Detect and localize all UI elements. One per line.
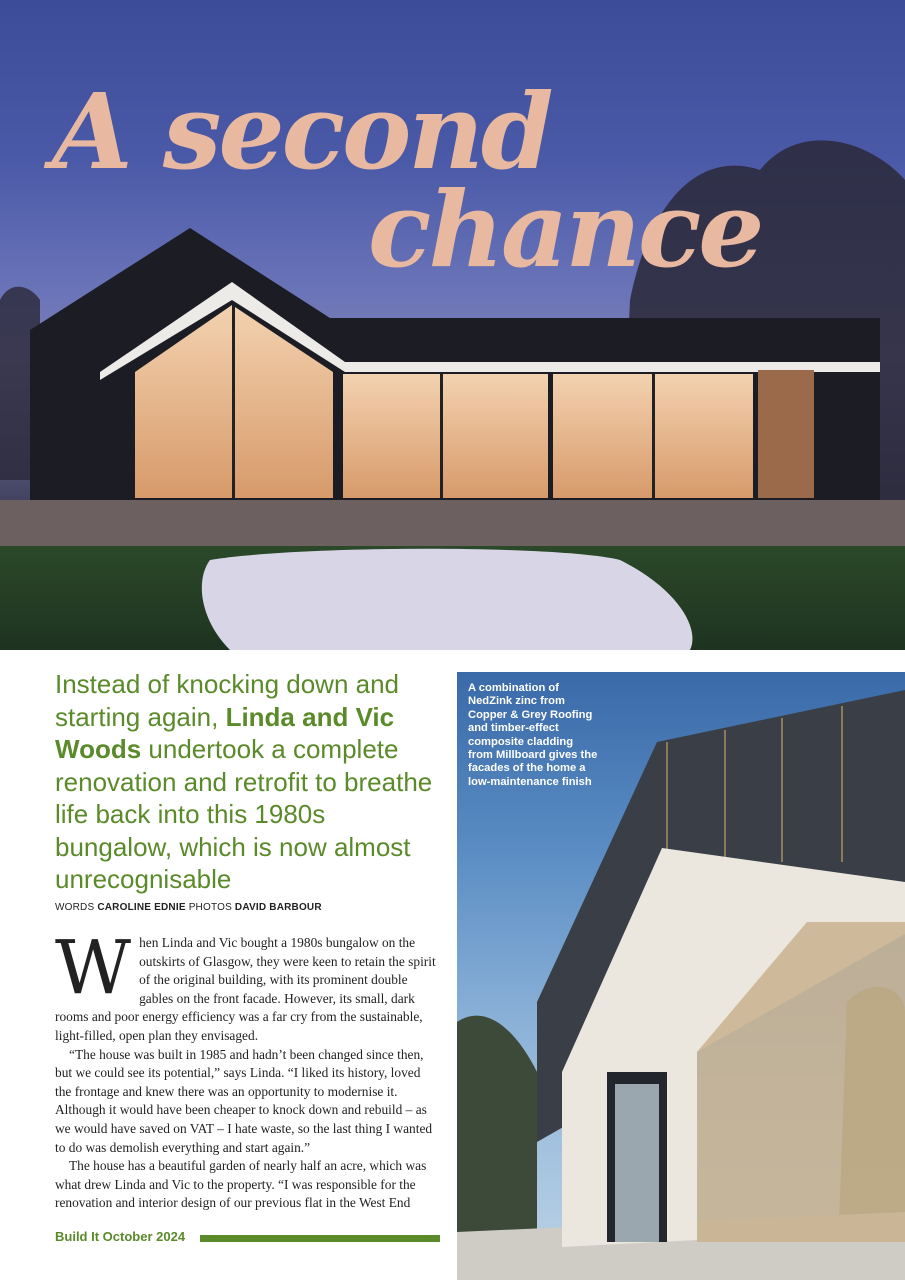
page-footer — [55, 1229, 185, 1244]
standfirst-names: Linda and Vic Woods — [55, 701, 395, 764]
footer-rule — [200, 1235, 440, 1242]
paragraph-1 — [55, 925, 440, 1046]
issue-date: October 2024 — [102, 1229, 186, 1244]
paragraph-1-text: hen Linda and Vic bought a 1980s bungalow on the outskirts of Glasgow, they were keen to retain the spirit of the original building, with its prominent double gables on the front facade. However, its small, dark rooms and poor energy efficiency was a far cry from the sustainable, light-filled, open plan they envisaged. — [55, 935, 436, 1043]
writer-name: CAROLINE EDNIE — [97, 902, 186, 913]
photos-label: PHOTOS — [188, 902, 232, 913]
article-body — [55, 925, 440, 1213]
words-label: WORDS — [55, 902, 95, 913]
article-title-line-1: A second — [52, 70, 551, 193]
magazine-name: Build It — [55, 1229, 100, 1244]
standfirst — [55, 668, 440, 896]
byline — [55, 902, 322, 913]
photo-caption: A combination of NedZink zinc from Copper & Grey Roofing and timber-effect composite cladding from Millboard gives the facades of the home a low-maintenance finish — [468, 682, 598, 788]
drop-cap: W — [55, 925, 132, 1011]
article-title-line-2: chance — [368, 168, 762, 291]
paragraph-3: The house has a beautiful garden of nearly half an acre, which was what drew Linda and Vic to the property. “I was responsible for the renovation and interior design of our previous flat in the West End — [55, 1158, 427, 1211]
side-photo — [457, 672, 905, 1280]
standfirst-rest: undertook a complete renovation and retrofit to breathe life back into this 1980s bungalow, which is now almost unrecognisable — [55, 734, 433, 894]
standfirst-intro: Instead of knocking down and starting again, — [55, 669, 400, 732]
paragraph-2: “The house was built in 1985 and hadn’t been changed since then, but we could see its potential,” says Linda. “I liked its history, loved the frontage and knew there was an opportunity to modernise it. Although it would have been cheaper to knock down and rebuild – as we would have saved on VAT – I hate waste, so the last thing I wanted to do was demolish everything and start again.” — [55, 1046, 433, 1155]
photographer-name: DAVID BARBOUR — [234, 902, 322, 913]
